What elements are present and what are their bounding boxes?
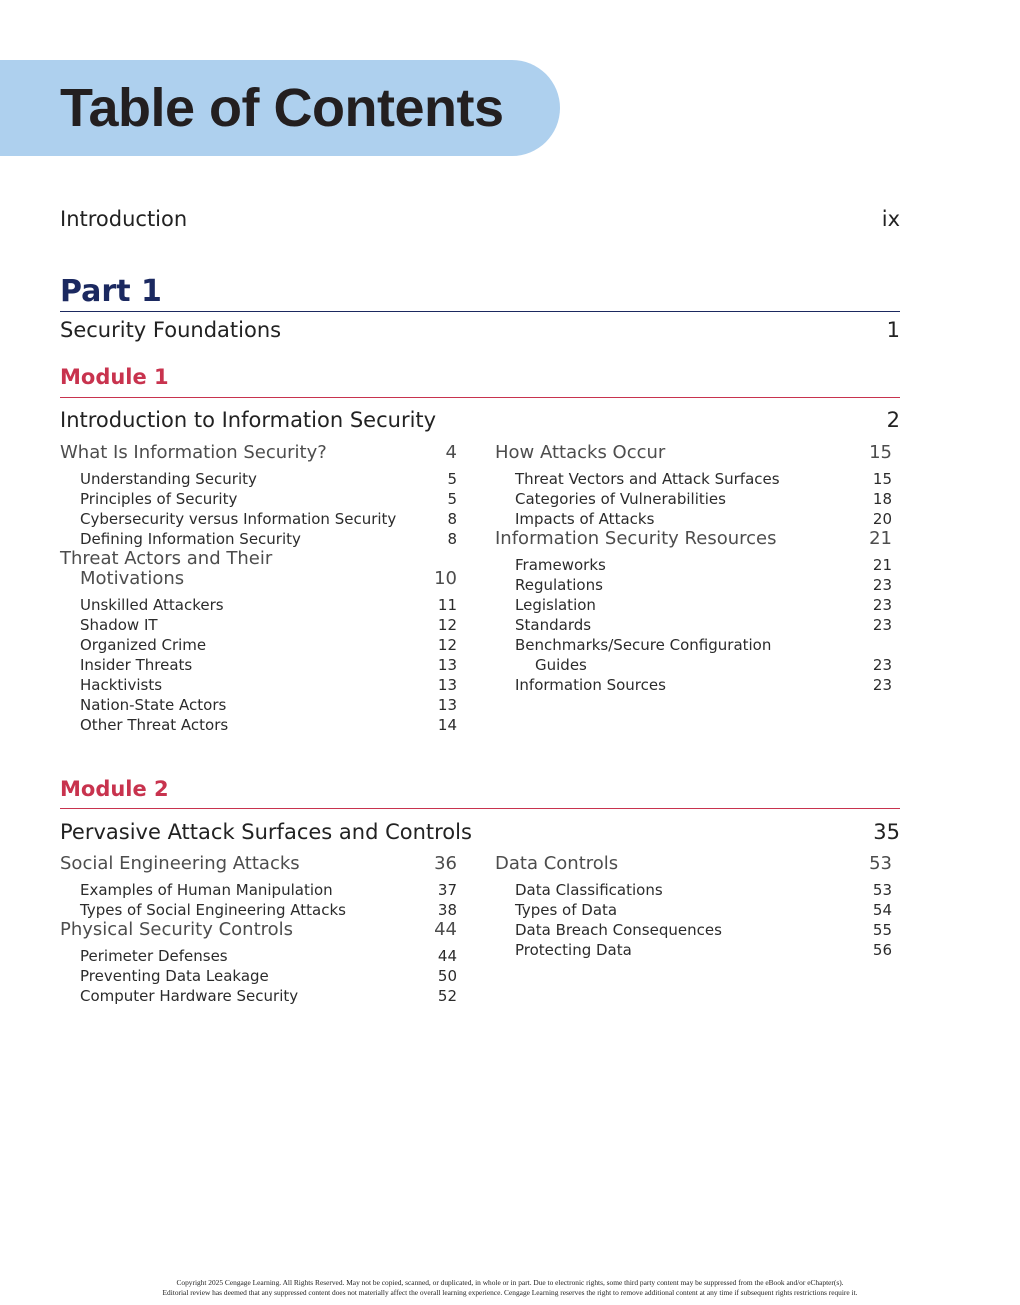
module-1-left-column	[60, 443, 457, 735]
toc-subsection-entry[interactable]	[60, 655, 457, 675]
module-label: Module 2	[60, 777, 169, 801]
module-label: Module 1	[60, 365, 169, 389]
subsection-title: Computer Hardware Security	[80, 987, 299, 1005]
subsection-title: Threat Vectors and Attack Surfaces	[515, 470, 780, 488]
subsection-title: Categories of Vulnerabilities	[515, 490, 726, 508]
subsection-title: Shadow IT	[80, 616, 158, 634]
module-divider	[60, 808, 900, 809]
module-2-right-column	[495, 854, 892, 960]
section-title: Data Controls	[495, 853, 619, 874]
subsection-page: 23	[872, 676, 892, 694]
toc-subsection-entry[interactable]	[495, 940, 892, 960]
section-page: 21	[869, 528, 892, 549]
subsection-page: 37	[437, 881, 457, 899]
subsection-title: Principles of Security	[80, 490, 238, 508]
subsection-title	[515, 635, 845, 675]
subsection-title: Other Threat Actors	[80, 716, 229, 734]
subsection-page: 52	[437, 987, 457, 1005]
section-page: 10	[434, 568, 457, 589]
subsection-title: Data Breach Consequences	[515, 921, 722, 939]
subsection-page: 55	[872, 921, 892, 939]
section-title-line: Threat Actors and Their	[60, 548, 273, 569]
copyright-line: Editorial review has deemed that any suppressed content does not materially affect the overall learning experience. Cengage Learning reserves the right to remove additional content at any time if subsequent rights restrictions require it.	[162, 1288, 858, 1297]
subsection-page: 50	[437, 967, 457, 985]
subsection-page: 8	[447, 530, 457, 548]
subsection-page: 18	[872, 490, 892, 508]
section-page: 44	[434, 919, 457, 940]
toc-subsection-entry[interactable]	[495, 635, 892, 675]
section-title: Social Engineering Attacks	[60, 853, 300, 874]
subsection-page: 23	[872, 616, 892, 634]
subsection-title: Legislation	[515, 596, 596, 614]
subsection-page: 13	[437, 656, 457, 674]
subsection-title-line: Guides	[535, 656, 587, 674]
subsection-title: Regulations	[515, 576, 603, 594]
toc-subsection-entry[interactable]	[495, 920, 892, 940]
subsection-page: 11	[437, 596, 457, 614]
module-2-left-column	[60, 854, 457, 1006]
section-title: What Is Information Security?	[60, 442, 327, 463]
subsection-title: Hacktivists	[80, 676, 163, 694]
subsection-title: Nation-State Actors	[80, 696, 227, 714]
subsection-page: 14	[437, 716, 457, 734]
subsection-title: Types of Social Engineering Attacks	[80, 901, 346, 919]
subsection-title: Insider Threats	[80, 656, 193, 674]
subsection-page: 5	[447, 470, 457, 488]
toc-subsection-entry[interactable]	[60, 509, 457, 529]
section-title: Information Security Resources	[495, 528, 777, 549]
subsection-page: 8	[447, 510, 457, 528]
toc-subsection-entry[interactable]	[60, 615, 457, 635]
intro-label: Introduction	[60, 207, 188, 231]
subsection-title: Protecting Data	[515, 941, 632, 959]
section-title-line: Motivations	[80, 568, 185, 589]
subsection-title: Unskilled Attackers	[80, 596, 224, 614]
subsection-title: Cybersecurity versus Information Security	[80, 510, 397, 528]
subsection-title-line: Benchmarks/Secure Configuration	[515, 636, 772, 654]
module-divider	[60, 397, 900, 398]
toc-subsection-entry[interactable]	[60, 946, 457, 966]
part-title: Security Foundations	[60, 318, 282, 342]
toc-subsection-entry[interactable]	[60, 469, 457, 489]
toc-part-entry[interactable]	[60, 316, 900, 344]
subsection-title: Organized Crime	[80, 636, 207, 654]
subsection-page: 13	[437, 696, 457, 714]
module-page: 35	[873, 820, 900, 844]
subsection-page: 56	[872, 941, 892, 959]
subsection-title: Understanding Security	[80, 470, 257, 488]
subsection-title: Defining Information Security	[80, 530, 301, 548]
copyright-line: Copyright 2025 Cengage Learning. All Rights Reserved. May not be copied, scanned, or duplicated, in whole or in part. Due to electronic rights, some third party content may be suppressed from the eBook and/or eChapter(s).	[176, 1278, 844, 1287]
part-divider	[60, 311, 900, 312]
toc-subsection-entry[interactable]	[60, 900, 457, 920]
section-title	[60, 549, 380, 589]
subsection-title: Preventing Data Leakage	[80, 967, 269, 985]
section-page: 53	[869, 853, 892, 874]
toc-subsection-entry[interactable]	[60, 715, 457, 735]
subsection-title: Information Sources	[515, 676, 666, 694]
toc-subsection-entry[interactable]	[495, 595, 892, 615]
toc-subsection-entry[interactable]	[495, 575, 892, 595]
subsection-page: 13	[437, 676, 457, 694]
toc-section-entry[interactable]	[495, 443, 892, 463]
section-page: 36	[434, 853, 457, 874]
module-1-right-column	[495, 443, 892, 695]
toc-subsection-entry[interactable]	[60, 880, 457, 900]
section-page: 15	[869, 442, 892, 463]
toc-subsection-entry[interactable]	[495, 675, 892, 695]
toc-subsection-entry[interactable]	[495, 880, 892, 900]
toc-subsection-entry[interactable]	[495, 469, 892, 489]
subsection-page: 12	[437, 636, 457, 654]
toc-section-entry[interactable]	[495, 854, 892, 874]
part-label: Part 1	[60, 274, 162, 309]
subsection-page: 53	[872, 881, 892, 899]
subsection-title: Types of Data	[515, 901, 618, 919]
subsection-title: Data Classifications	[515, 881, 663, 899]
subsection-title: Standards	[515, 616, 592, 634]
toc-subsection-entry[interactable]	[495, 555, 892, 575]
toc-subsection-entry[interactable]	[60, 695, 457, 715]
intro-page: ix	[881, 207, 900, 231]
toc-module-entry[interactable]	[60, 406, 900, 434]
subsection-page: 38	[437, 901, 457, 919]
toc-subsection-entry[interactable]	[60, 529, 457, 549]
toc-subsection-entry[interactable]	[495, 615, 892, 635]
subsection-page: 21	[872, 556, 892, 574]
subsection-page: 15	[872, 470, 892, 488]
toc-section-entry[interactable]	[495, 529, 892, 549]
toc-subsection-entry[interactable]	[60, 986, 457, 1006]
module-title: Introduction to Information Security	[60, 408, 437, 432]
toc-section-entry[interactable]	[60, 443, 457, 463]
subsection-page: 44	[437, 947, 457, 965]
part-page: 1	[886, 318, 900, 342]
subsection-title: Impacts of Attacks	[515, 510, 655, 528]
toc-subsection-entry[interactable]	[495, 489, 892, 509]
subsection-page: 12	[437, 616, 457, 634]
subsection-page: 5	[447, 490, 457, 508]
subsection-page: 23	[872, 576, 892, 594]
toc-subsection-entry[interactable]	[495, 900, 892, 920]
toc-section-entry[interactable]	[60, 549, 457, 589]
module-page: 2	[886, 408, 900, 432]
toc-module-entry[interactable]	[60, 818, 900, 846]
subsection-page: 23	[872, 656, 892, 674]
toc-intro-entry[interactable]	[60, 205, 900, 233]
toc-subsection-entry[interactable]	[60, 675, 457, 695]
toc-subsection-entry[interactable]	[60, 635, 457, 655]
toc-subsection-entry[interactable]	[60, 595, 457, 615]
subsection-title: Perimeter Defenses	[80, 947, 228, 965]
module-title: Pervasive Attack Surfaces and Controls	[60, 820, 472, 844]
subsection-title: Frameworks	[515, 556, 606, 574]
toc-subsection-entry[interactable]	[495, 509, 892, 529]
section-title: Physical Security Controls	[60, 919, 294, 940]
toc-section-entry[interactable]	[60, 854, 457, 874]
page-title: Table of Contents	[60, 78, 504, 138]
copyright-footer	[0, 1278, 1020, 1298]
section-title: How Attacks Occur	[495, 442, 666, 463]
toc-section-entry[interactable]	[60, 920, 457, 940]
subsection-page: 20	[872, 510, 892, 528]
toc-subsection-entry[interactable]	[60, 489, 457, 509]
subsection-page: 54	[872, 901, 892, 919]
subsection-title: Examples of Human Manipulation	[80, 881, 333, 899]
subsection-page: 23	[872, 596, 892, 614]
toc-subsection-entry[interactable]	[60, 966, 457, 986]
section-page: 4	[445, 442, 457, 463]
